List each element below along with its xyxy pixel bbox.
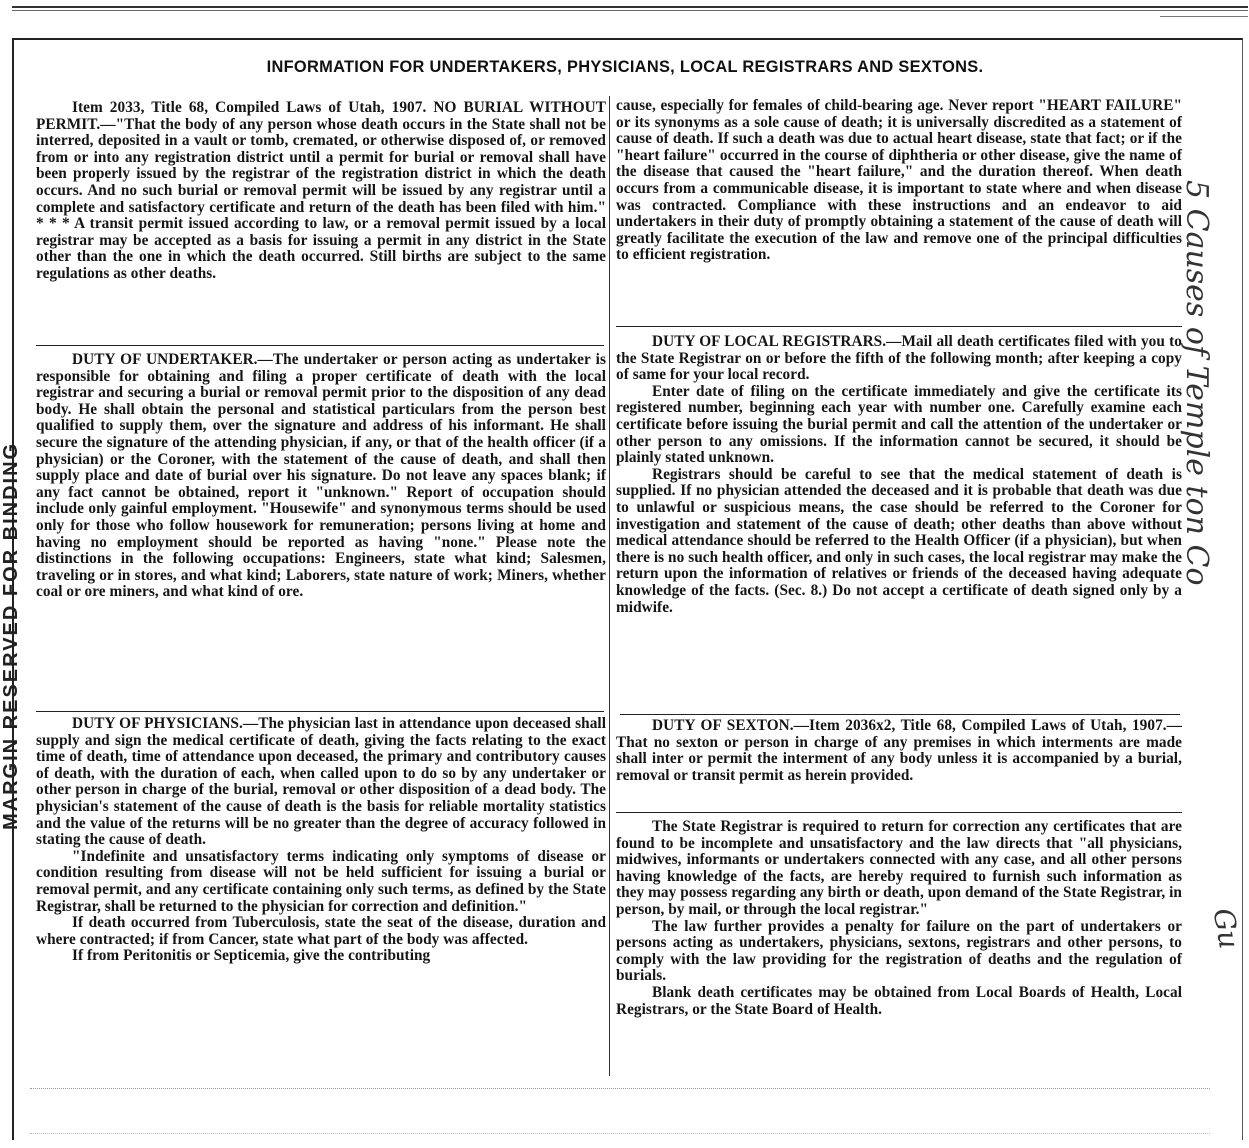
- binding-margin-label: MARGIN RESERVED FOR BINDING: [0, 441, 22, 830]
- section-separator: [616, 812, 1182, 813]
- section-separator: [36, 711, 604, 712]
- blank-certificates-paragraph: Blank death certificates may be obtained from Local Boards of Health, Local Registrars, or the State Board of Health.: [616, 983, 1182, 1018]
- heart-failure-paragraph: cause, especially for females of child-bearing age. Never report "HEART FAILURE" or its synonyms as a sole cause of death; it is universally discredited as a statement of cause of death. If such a death was due to actual heart disease, state that fact; or if the "heart failure" occurred in the course of diphtheria or other disease, give the name of the disease that caused the "heart failure," and the duration thereof. When death occurs from a communicable disease, it is important to state where and when disease was contracted. Compliance with these instructions and an endeavor to aid undertakers in their duty of promptly obtaining a statement of the cause of death will greatly facilitate the execution of the law and remove one of the principal difficulties to efficient registration.: [616, 97, 1182, 264]
- right-column-block-1: [616, 98, 1182, 264]
- section-separator: [616, 326, 1182, 327]
- tuberculosis-cancer-paragraph: If death occurred from Tuberculosis, state the seat of the disease, duration and where contracted; if from Cancer, state what part of the body was affected.: [36, 914, 606, 948]
- top-border-rule-short: [1160, 16, 1248, 17]
- bottom-margin-noise: [30, 1088, 1210, 1134]
- handwritten-annotation: 5 Causes of Temple ton Co: [1179, 180, 1214, 586]
- column-divider: [609, 96, 610, 1076]
- page-title: INFORMATION FOR UNDERTAKERS, PHYSICIANS, LOCAL REGISTRARS AND SEXTONS.: [266, 58, 984, 76]
- penalty-paragraph: The law further provides a penalty for failure on the part of undertakers or persons acting as undertakers, physicians, sextons, registrars and other persons, to comply with the law providing for the registration of deaths and the regulation of burials.: [616, 917, 1182, 985]
- right-column-block-4: [616, 819, 1182, 1018]
- section-separator: [36, 345, 604, 346]
- burial-permit-law-paragraph: Item 2033, Title 68, Compiled Laws of Utah, 1907. NO BURIAL WITHOUT PERMIT.—"That the body of any person whose death occurs in the State shall not be interred, deposited in a vault or tomb, cremated, or otherwise disposed of, or removed from or into any registration district until a permit for burial or removal shall have been properly issued by the registrar of the registration district in which the death occurs. And no such burial or removal permit will be issued by any registrar until a complete and satisfactory certificate and return of the death has been filed with him." * * * A transit permit issued according to law, or a removal permit issued by a local registrar may be accepted as a basis for issuing a permit in any district in the State other than the one in which the death occurred. Still births are subject to the same regulations as other deaths.: [36, 99, 606, 282]
- top-border-rule-thin: [12, 10, 1248, 11]
- indefinite-terms-paragraph: "Indefinite and unsatisfactory terms indicating only symptoms of disease or condition resulting from disease will not be held sufficient for issuing a burial or removal permit, and any certificate containing only such terms, as defined by the State Registrar, shall be returned to the physician for correction and definition.": [36, 847, 606, 915]
- right-column-block-3: [616, 718, 1182, 784]
- section-separator: [620, 714, 1180, 715]
- handwritten-mark: Gu: [1206, 905, 1246, 952]
- duty-of-undertaker-paragraph: DUTY OF UNDERTAKER.—The undertaker or person acting as undertaker is responsible for obtaining and filing a proper certificate of death with the local registrar and securing a burial or removal permit prior to the disposition of any dead body. He shall obtain the personal and statistical particulars from the person best qualified to supply them, over the signature and address of his informant. He shall secure the signature of the attending physician, if any, or that of the health officer (if a physician) or the Coroner, with the statement of the cause of death, and shall then supply place and date of burial over his signature. Do not leave any spaces blank; if any fact cannot be obtained, report it "unknown." Report of occupation should include only gainful employment. "Housewife" and synonymous terms should be used only for those who follow housework for remuneration; persons living at home and having no employment should be reported as having "none." Please note the distinctions in the following occupations: Engineers, state what kind; Salesmen, traveling or in stores, and what kind; Laborers, state nature of work; Miners, whether coal or ore miners, and what kind of ore.: [36, 351, 606, 601]
- state-registrar-paragraph: The State Registrar is required to return for correction any certificates that are found to be incomplete and unsatisfactory and the law directs that "all physicians, midwives, informants or undertakers connected with any case, and all other persons having knowledge of the facts, are hereby required to furnish such information as they may possess regarding any birth or death, upon demand of the State Registrar, in person, by mail, or through the local registrar.": [616, 818, 1182, 918]
- left-column-block-2: [36, 352, 606, 601]
- peritonitis-paragraph: If from Peritonitis or Septicemia, give the contributing: [72, 947, 431, 965]
- duty-of-physicians-paragraph: DUTY OF PHYSICIANS.—The physician last in attendance upon deceased shall supply and sign the medical certificate of death, giving the facts relating to the exact time of death, time of attendance upon deceased, the primary and contributory causes of death, with the duration of each, when called upon to do so by any undertaker or other person in charge of the burial, removal or other disposition of a dead body. The physician's statement of the cause of death is the basis for reliable mortality statistics and the value of the returns will be no greater than the degree of accuracy followed in stating the cause of death.: [36, 715, 606, 849]
- filing-date-paragraph: Enter date of filing on the certificate immediately and give the certificate its registered number, beginning each year with number one. Carefully examine each certificate before issuing the burial permit and call the attention of the undertaker or other person to any omissions. If the information cannot be secured, it should be plainly stated unknown.: [616, 382, 1182, 467]
- top-border-rule: [12, 6, 1248, 8]
- medical-statement-paragraph: Registrars should be careful to see that the medical statement of death is supplied. If no physician attended the deceased and it is probable that death was due to unlawful or suspicious means, the case should be referred to the Coroner for investigation and statement of the cause of death; other deaths than above without medical attendance should be referred to the Health Officer (if a physician), but when there is no such health officer, and only in such cases, the local registrar may make the return upon the information of relatives or friends of the deceased having adequate knowledge of the facts. (Sec. 8.) Do not accept a certificate of death signed only by a midwife.: [616, 465, 1182, 616]
- left-column-block-3: [36, 716, 606, 965]
- left-column-block-1: [36, 100, 606, 283]
- duty-of-sexton-paragraph: DUTY OF SEXTON.—Item 2036x2, Title 68, Compiled Laws of Utah, 1907.—That no sexton or person in charge of any premises in which interments are made shall inter or permit the interment of any body unless it is accompanied by a burial, removal or transit permit as herein provided.: [616, 717, 1182, 784]
- right-column-block-2: [616, 334, 1182, 616]
- duty-of-local-registrars-paragraph: DUTY OF LOCAL REGISTRARS.—Mail all death certificates filed with you to the State Registrar on or before the fifth of the following month; after keeping a copy of same for your local record.: [616, 333, 1182, 384]
